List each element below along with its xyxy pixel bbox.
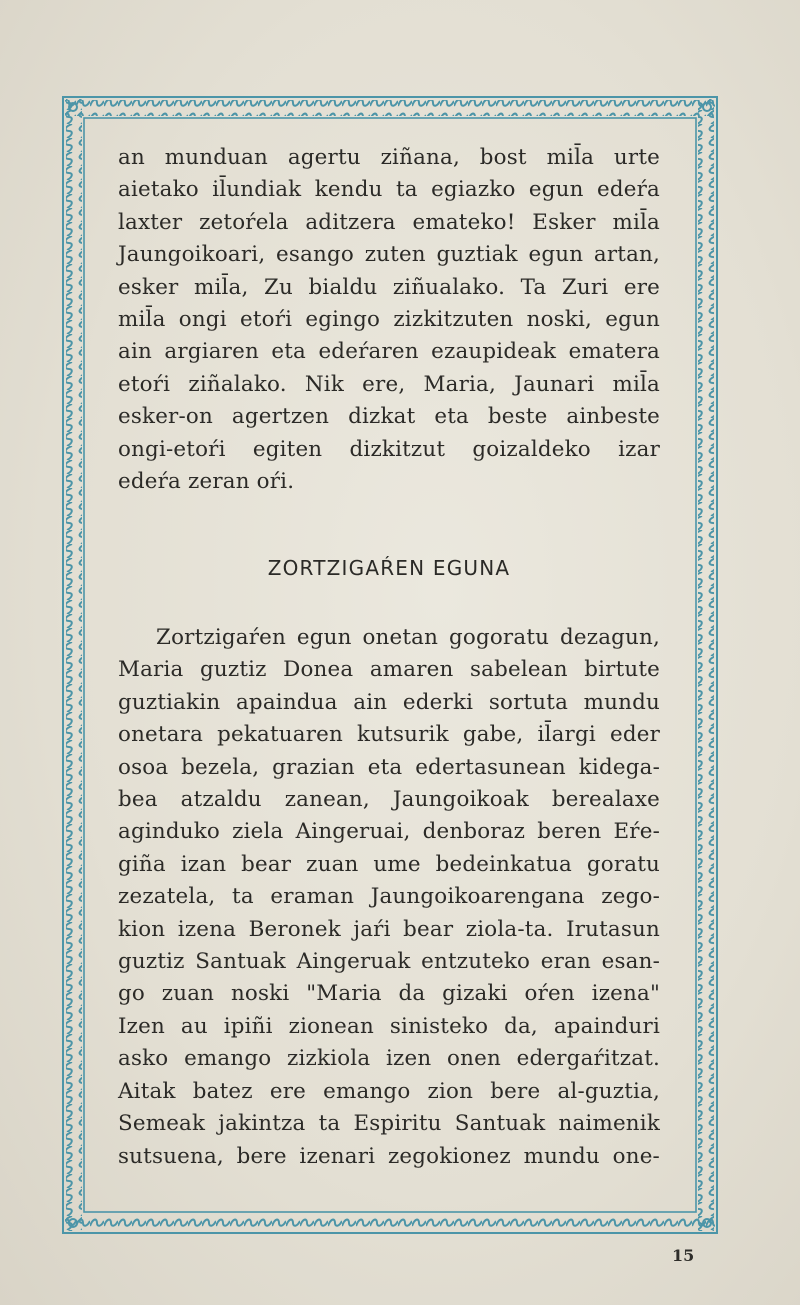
- paragraph-2: [118, 622, 660, 1173]
- text-line: Semeak jakintza ta Espiritu Santuak naimenik: [118, 1111, 660, 1137]
- text-line: mil̄a ongi etoŕi egingo zizkitzuten noski, egun: [118, 307, 660, 333]
- text-line: Jaungoikoari, esango zuten guztiak egun artan,: [118, 242, 660, 268]
- text-line: laxter zetoŕela aditzera emateko! Esker mil̄a: [118, 209, 660, 235]
- text-line: edeŕa zeran oŕi.: [118, 469, 295, 495]
- text-line: sutsuena, bere izenari zegokionez mundu one-: [118, 1143, 660, 1169]
- text-line: go zuan noski "Maria da gizaki oŕen izena": [118, 981, 660, 1007]
- text-line: giña izan bear zuan ume bedeinkatua goratu: [118, 851, 660, 877]
- text-line: esker-on agertzen dizkat eta beste ainbeste: [118, 404, 660, 430]
- text-line: Izen au ipiñi zionean sinisteko da, apainduri: [118, 1013, 660, 1039]
- text-line: Zortzigaŕen egun onetan gogoratu dezagun,: [156, 625, 660, 650]
- text-line: ain argiaren eta edeŕaren ezaupideak ematera: [118, 339, 660, 365]
- text-line: Maria guztiz Donea amaren sabelean birtute: [118, 657, 660, 683]
- text-area: [118, 142, 660, 1169]
- text-line: zezatela, ta eraman Jaungoikoarengana zego-: [118, 884, 660, 910]
- page-number: 15: [672, 1246, 695, 1265]
- text-line: guztiakin apaindua ain ederki sortuta mundu: [118, 689, 660, 715]
- text-line: kion izena Beronek jaŕi bear ziola-ta. Irutasun: [118, 916, 660, 942]
- text-line: ongi-etoŕi egiten dizkitzut goizaldeko izar: [118, 436, 660, 462]
- text-line: esker mil̄a, Zu bialdu ziñualako. Ta Zuri ere: [118, 274, 660, 300]
- text-line: aginduko ziela Aingeruai, denboraz beren Eŕe-: [118, 819, 660, 845]
- text-line: Aitak batez ere emango zion bere al-guztia,: [118, 1078, 660, 1104]
- text-line: aietako il̄undiak kendu ta egiazko egun edeŕa: [118, 177, 660, 203]
- section-heading: ZORTZIGAŔEN EGUNA: [267, 556, 511, 580]
- text-line: asko emango zizkiola izen onen edergaŕitzat.: [118, 1046, 660, 1072]
- text-line: guztiz Santuak Aingeruak entzuteko eran esan-: [118, 949, 660, 975]
- text-line: bea atzaldu zanean, Jaungoikoak berealaxe: [118, 787, 660, 813]
- text-line: etoŕi ziñalako. Nik ere, Maria, Jaunari mil̄a: [118, 371, 660, 397]
- text-line: onetara pekatuaren kutsurik gabe, il̄argi eder: [118, 722, 660, 748]
- decorative-border-frame: [62, 96, 718, 1234]
- text-line: osoa bezela, grazian eta edertasunean kidega-: [118, 754, 660, 780]
- text-line: an munduan agertu ziñana, bost mil̄a urte: [118, 145, 660, 170]
- paragraph-1: [118, 142, 660, 498]
